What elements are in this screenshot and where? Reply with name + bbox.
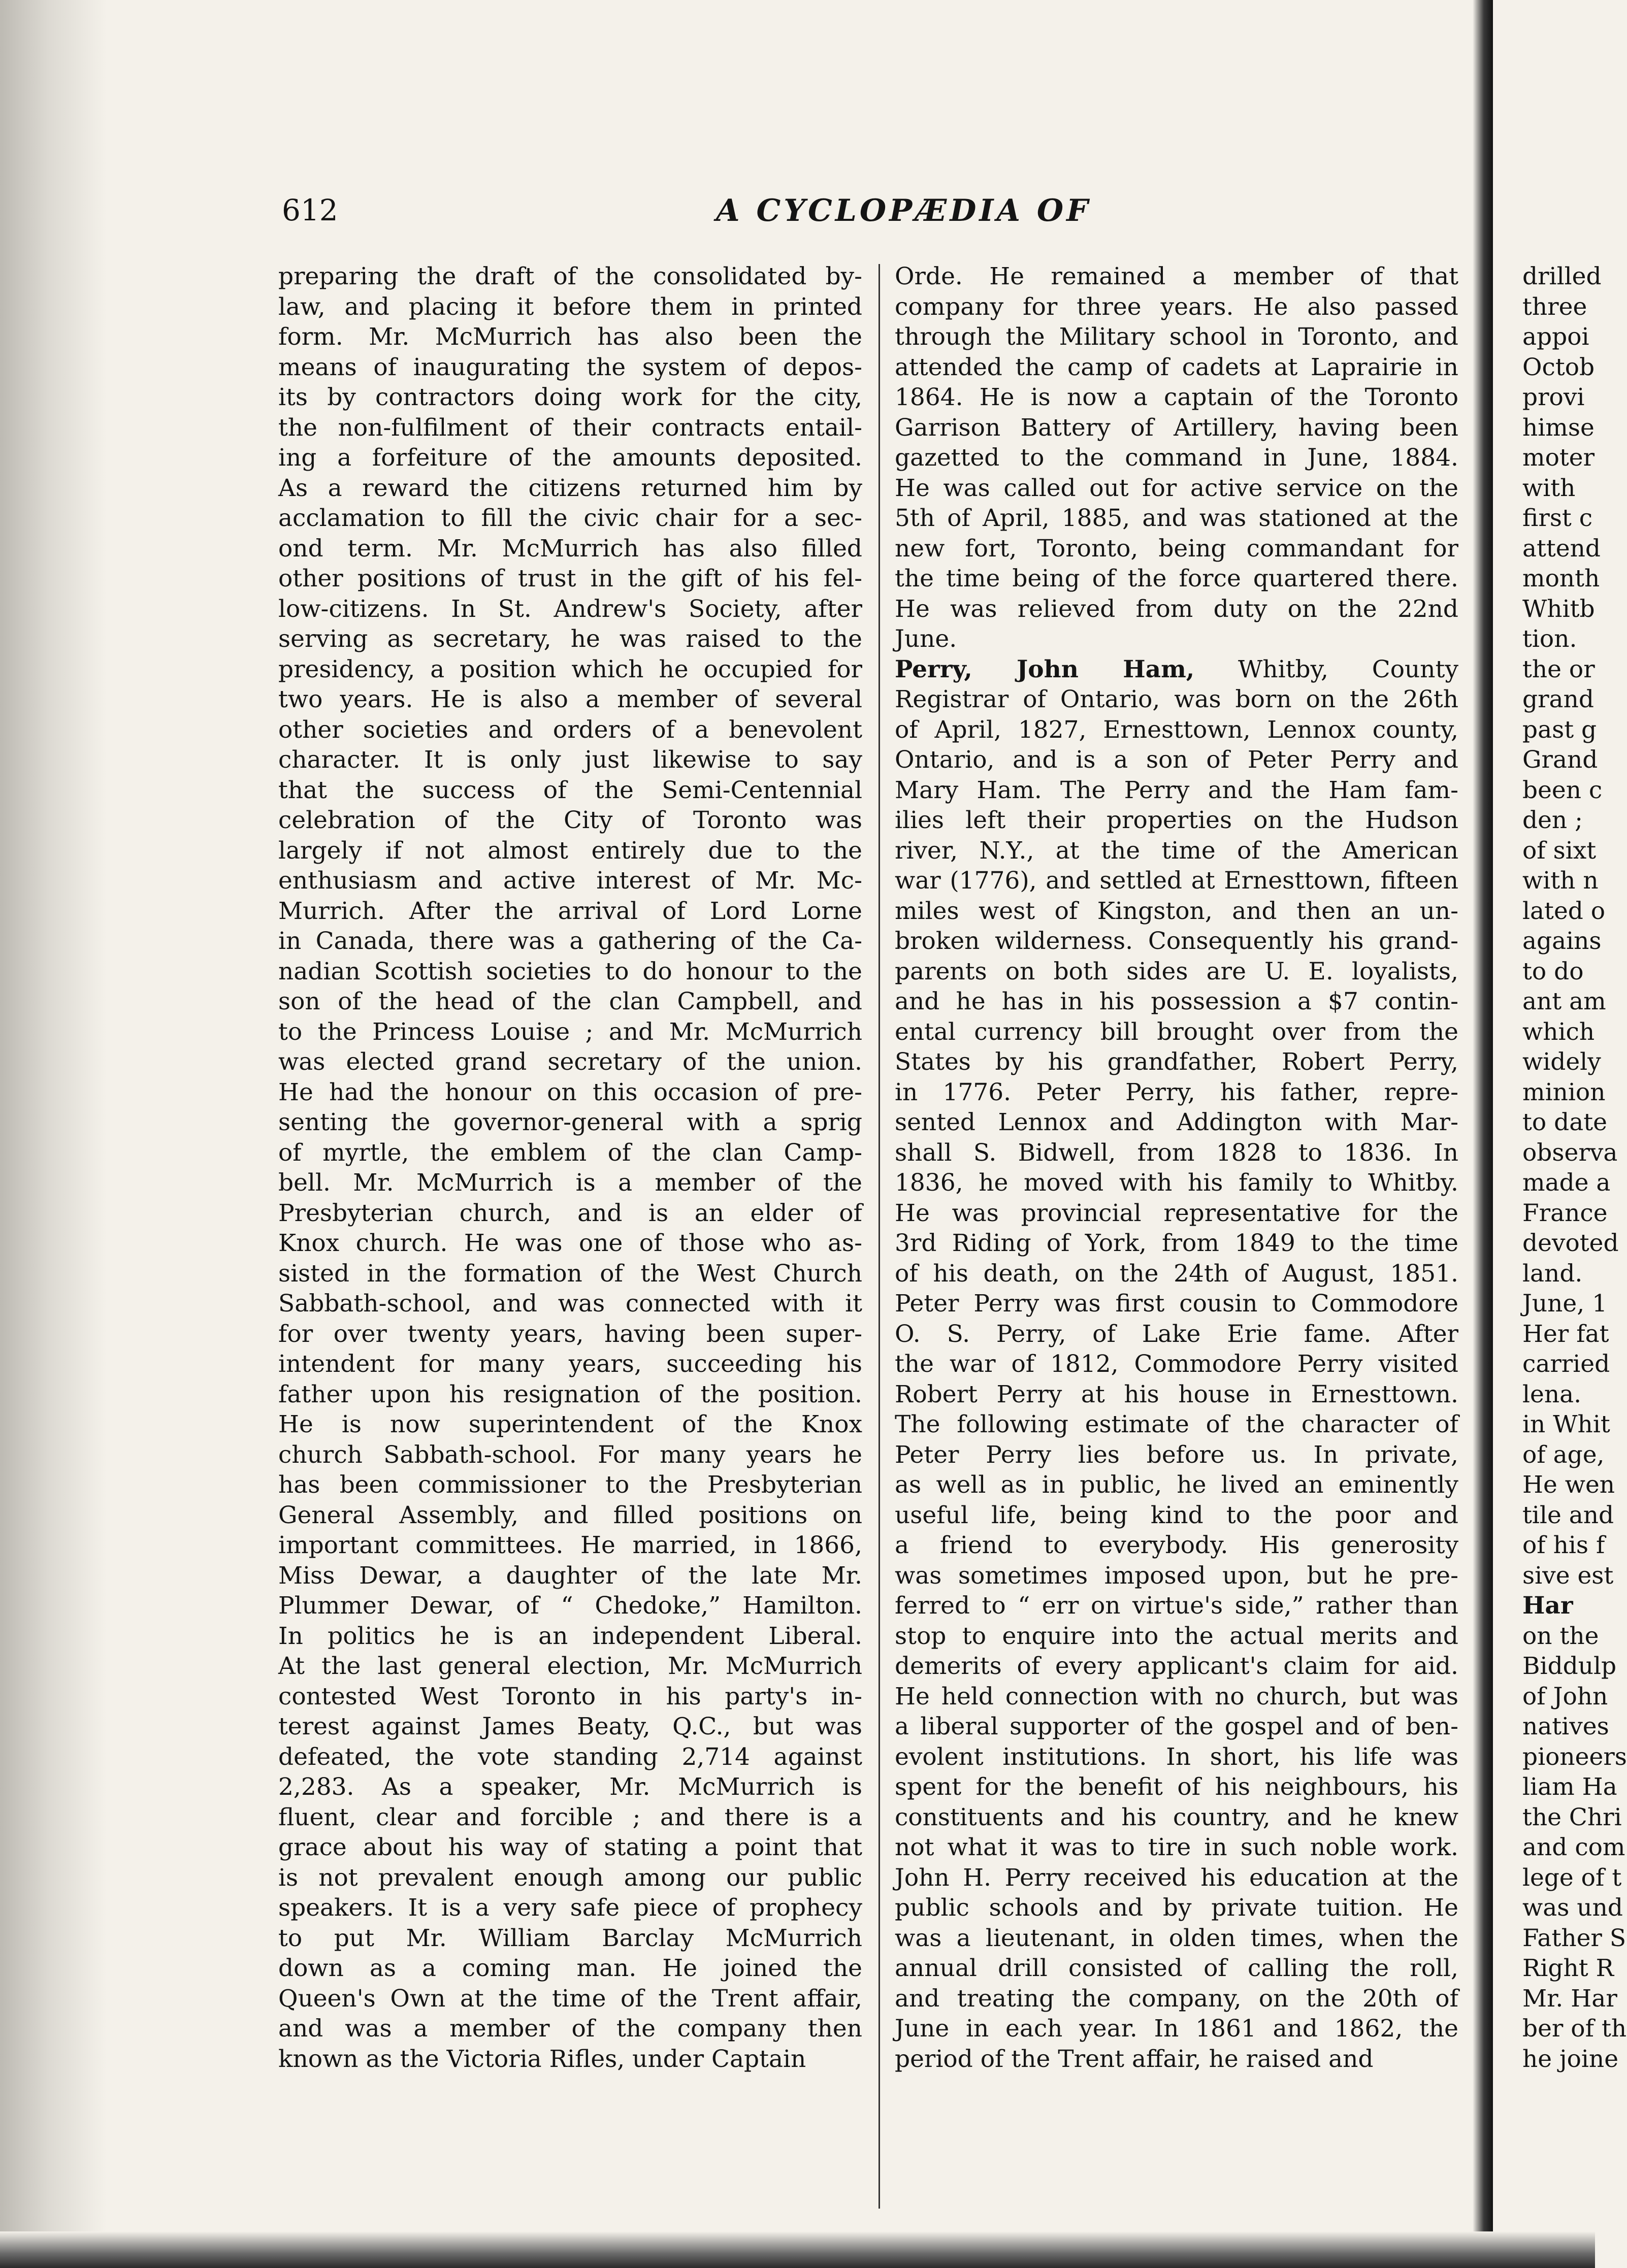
text-line: and was a member of the company then bbox=[278, 2015, 862, 2043]
text-line: appoi bbox=[1522, 323, 1589, 351]
text-line: speakers. It is a very safe piece of prophecy bbox=[278, 1894, 862, 1922]
text-line: Robert Perry at his house in Ernesttown. bbox=[895, 1380, 1458, 1408]
text-line: Mary Ham. The Perry and the Ham fam- bbox=[895, 776, 1458, 804]
text-line: Queen's Own at the time of the Trent affair, bbox=[278, 1984, 862, 2013]
text-line: means of inaugurating the system of depos- bbox=[278, 353, 862, 381]
text-line: ond term. Mr. McMurrich has also filled bbox=[278, 534, 862, 563]
text-line: 5th of April, 1885, and was stationed at the bbox=[895, 504, 1458, 532]
text-line: down as a coming man. He joined the bbox=[278, 1954, 862, 1982]
text-line: to the Princess Louise ; and Mr. McMurrich bbox=[278, 1017, 862, 1046]
text-line: Plummer Dewar, of “ Chedoke,” Hamilton. bbox=[278, 1592, 862, 1620]
text-line: sisted in the formation of the West Church bbox=[278, 1259, 862, 1288]
text-line: stop to enquire into the actual merits and bbox=[895, 1622, 1458, 1650]
binding-gutter bbox=[1473, 0, 1493, 2268]
text-line: defeated, the vote standing 2,714 against bbox=[278, 1743, 862, 1771]
text-line: was elected grand secretary of the union. bbox=[278, 1048, 862, 1076]
text-line: In politics he is an independent Liberal. bbox=[278, 1622, 862, 1650]
text-line: its by contractors doing work for the city, bbox=[278, 383, 862, 411]
text-line: war (1776), and settled at Ernesttown, fifteen bbox=[895, 867, 1458, 895]
text-line: At the last general election, Mr. McMurrich bbox=[278, 1652, 862, 1680]
text-line: He held connection with no church, but was bbox=[895, 1682, 1458, 1711]
text-line: lated o bbox=[1522, 897, 1606, 925]
text-line: June in each year. In 1861 and 1862, the bbox=[895, 2015, 1458, 2043]
text-line: contested West Toronto in his party's in- bbox=[278, 1682, 862, 1711]
text-line: he joine bbox=[1522, 2045, 1619, 2073]
text-line: liam Ha bbox=[1522, 1773, 1617, 1801]
running-title: A CYCLOPÆDIA OF bbox=[716, 193, 1091, 228]
text-line: agains bbox=[1522, 927, 1602, 955]
text-line: Mr. Har bbox=[1522, 1984, 1617, 2013]
text-line: John H. Perry received his education at the bbox=[895, 1863, 1458, 1892]
text-line: observa bbox=[1522, 1138, 1618, 1167]
text-line: pioneers bbox=[1522, 1743, 1627, 1771]
text-line: lena. bbox=[1522, 1380, 1582, 1408]
text-line: first c bbox=[1522, 504, 1593, 532]
text-line: 1836, he moved with his family to Whitby. bbox=[895, 1169, 1458, 1197]
text-line: of John bbox=[1522, 1682, 1608, 1711]
left-column bbox=[278, 261, 862, 2074]
text-line: and com bbox=[1522, 1833, 1625, 1861]
text-line: Biddulp bbox=[1522, 1652, 1617, 1680]
text-line: attended the camp of cadets at Laprairie in bbox=[895, 353, 1458, 381]
text-line: three bbox=[1522, 292, 1587, 321]
column-divider bbox=[878, 264, 880, 2209]
text-line: France bbox=[1522, 1199, 1608, 1227]
text-line: Sabbath-school, and was connected with it bbox=[278, 1290, 862, 1318]
text-line: attend bbox=[1522, 534, 1601, 563]
text-line: constituents and his country, and he knew bbox=[895, 1803, 1458, 1831]
text-line: nadian Scottish societies to do honour to the bbox=[278, 957, 862, 985]
text-line: the war of 1812, Commodore Perry visited bbox=[895, 1350, 1458, 1378]
text-line: tile and bbox=[1522, 1501, 1614, 1529]
text-line: that the success of the Semi-Centennial bbox=[278, 776, 862, 804]
text-line: a friend to everybody. His generosity bbox=[895, 1531, 1458, 1559]
text-line: was sometimes imposed upon, but he pre- bbox=[895, 1561, 1458, 1590]
text-line: ber of th bbox=[1522, 2015, 1627, 2043]
text-line: low-citizens. In St. Andrew's Society, after bbox=[278, 595, 862, 623]
text-line: made a bbox=[1522, 1169, 1611, 1197]
text-line: company for three years. He also passed bbox=[895, 292, 1458, 321]
text-line: son of the head of the clan Campbell, and bbox=[278, 988, 862, 1015]
text-line: moter bbox=[1522, 444, 1595, 472]
text-line: ental currency bill brought over from the bbox=[895, 1017, 1458, 1046]
text-line: fluent, clear and forcible ; and there is a bbox=[278, 1803, 862, 1831]
text-line: of myrtle, the emblem of the clan Camp- bbox=[278, 1138, 862, 1167]
text-line: gazetted to the command in June, 1884. bbox=[895, 444, 1458, 472]
text-line: father upon his resignation of the position. bbox=[278, 1380, 862, 1408]
text-line: for over twenty years, having been super- bbox=[278, 1320, 862, 1348]
text-line: shall S. Bidwell, from 1828 to 1836. In bbox=[895, 1138, 1458, 1167]
text-line: Ontario, and is a son of Peter Perry and bbox=[895, 746, 1458, 774]
text-line: Orde. He remained a member of that bbox=[895, 262, 1458, 290]
text-line: spent for the benefit of his neighbours, his bbox=[895, 1773, 1458, 1801]
text-line: month bbox=[1522, 565, 1600, 593]
text-line: Octob bbox=[1522, 353, 1595, 381]
text-line: to put Mr. William Barclay McMurrich bbox=[278, 1924, 862, 1952]
text-line: The following estimate of the character of bbox=[895, 1410, 1458, 1438]
text-line: of age, bbox=[1522, 1440, 1605, 1469]
text-line: in 1776. Peter Perry, his father, repre- bbox=[895, 1078, 1458, 1106]
text-line: Registrar of Ontario, was born on the 26th bbox=[895, 685, 1458, 713]
text-line: to date bbox=[1522, 1108, 1607, 1136]
text-line: drilled bbox=[1522, 262, 1602, 290]
page-number: 612 bbox=[282, 193, 338, 227]
text-line: serving as secretary, he was raised to the bbox=[278, 625, 862, 653]
text-line: Knox church. He was one of those who as- bbox=[278, 1229, 862, 1257]
text-line: the or bbox=[1522, 655, 1595, 683]
text-line: tion. bbox=[1522, 625, 1577, 653]
text-line: Har bbox=[1522, 1592, 1573, 1620]
text-line: known as the Victoria Rifles, under Captain bbox=[278, 2045, 806, 2073]
text-line: a liberal supporter of the gospel and of ben- bbox=[895, 1713, 1458, 1740]
text-line: on the bbox=[1522, 1622, 1599, 1650]
text-line: lege of t bbox=[1522, 1863, 1622, 1892]
text-line: demerits of every applicant's claim for aid. bbox=[895, 1652, 1458, 1680]
text-line: not what it was to tire in such noble work. bbox=[895, 1833, 1458, 1861]
text-line: past g bbox=[1522, 715, 1597, 744]
text-line: 3rd Riding of York, from 1849 to the time bbox=[895, 1229, 1458, 1257]
text-line: in Whit bbox=[1522, 1410, 1610, 1438]
text-line: been c bbox=[1522, 776, 1603, 804]
text-line: ilies left their properties on the Hudson bbox=[895, 806, 1458, 834]
right-column-fragment bbox=[1522, 261, 1627, 2074]
text-line: himse bbox=[1522, 413, 1595, 442]
text-line: Whitb bbox=[1522, 595, 1595, 623]
text-line: other societies and orders of a benevolent bbox=[278, 715, 862, 744]
text-line: of sixt bbox=[1522, 836, 1597, 865]
text-line: Peter Perry lies before us. In private, bbox=[895, 1440, 1458, 1469]
text-line: He is now superintendent of the Knox bbox=[278, 1410, 862, 1438]
text-line: den ; bbox=[1522, 806, 1583, 834]
text-line: character. It is only just likewise to say bbox=[278, 746, 862, 774]
text-line: miles west of Kingston, and then an un- bbox=[895, 897, 1458, 925]
text-line: acclamation to fill the civic chair for a sec- bbox=[278, 504, 862, 532]
text-line: Presbyterian church, and is an elder of bbox=[278, 1199, 862, 1227]
text-line: Garrison Battery of Artillery, having been bbox=[895, 413, 1458, 442]
text-line: sented Lennox and Addington with Mar- bbox=[895, 1108, 1458, 1136]
text-line: natives bbox=[1522, 1713, 1609, 1740]
text-line: 1864. He is now a captain of the Toronto bbox=[895, 383, 1458, 411]
text-line: is not prevalent enough among our public bbox=[278, 1863, 862, 1892]
bottom-edge-shadow bbox=[0, 2231, 1595, 2268]
text-line: bell. Mr. McMurrich is a member of the bbox=[278, 1169, 862, 1197]
text-line: law, and placing it before them in printed bbox=[278, 292, 862, 321]
text-line: the non-fulfilment of their contracts entail- bbox=[278, 413, 862, 442]
text-line: land. bbox=[1522, 1259, 1583, 1288]
text-line: preparing the draft of the consolidated by- bbox=[278, 262, 862, 290]
text-line: with n bbox=[1522, 867, 1599, 895]
text-line: of his f bbox=[1522, 1531, 1605, 1559]
text-line: Miss Dewar, a daughter of the late Mr. bbox=[278, 1561, 862, 1590]
text-line: important committees. He married, in 1866, bbox=[278, 1531, 862, 1559]
text-line: presidency, a position which he occupied for bbox=[278, 655, 862, 683]
text-line: As a reward the citizens returned him by bbox=[278, 474, 862, 502]
text-line: ant am bbox=[1522, 988, 1606, 1015]
text-line: Murrich. After the arrival of Lord Lorne bbox=[278, 897, 862, 925]
text-line: Grand bbox=[1522, 746, 1598, 774]
page-edge-shadow bbox=[0, 0, 107, 2268]
text-line: in Canada, there was a gathering of the Ca- bbox=[278, 927, 862, 955]
text-line: was und bbox=[1522, 1894, 1623, 1922]
text-line: provi bbox=[1522, 383, 1585, 411]
text-line: river, N.Y., at the time of the American bbox=[895, 836, 1458, 865]
text-line: ferred to “ err on virtue's side,” rather than bbox=[895, 1592, 1458, 1620]
text-line: of April, 1827, Ernesttown, Lennox county, bbox=[895, 715, 1458, 744]
text-line: two years. He is also a member of several bbox=[278, 685, 862, 713]
text-line: enthusiasm and active interest of Mr. Mc- bbox=[278, 867, 862, 895]
entry-heading: Perry, John Ham, bbox=[895, 655, 1195, 683]
text-line: useful life, being kind to the poor and bbox=[895, 1501, 1458, 1529]
text-line: widely bbox=[1522, 1048, 1601, 1076]
text-line: intendent for many years, succeeding his bbox=[278, 1350, 862, 1378]
text-line: 2,283. As a speaker, Mr. McMurrich is bbox=[278, 1773, 862, 1801]
text-line: Her fat bbox=[1522, 1320, 1609, 1348]
text-line: annual drill consisted of calling the roll, bbox=[895, 1954, 1458, 1982]
text-line: as well as in public, he lived an eminently bbox=[895, 1471, 1458, 1499]
text-line: of his death, on the 24th of August, 1851. bbox=[895, 1259, 1458, 1288]
text-line: He was provincial representative for the bbox=[895, 1199, 1458, 1227]
text-line: through the Military school in Toronto, and bbox=[895, 323, 1458, 351]
text-line: church Sabbath-school. For many years he bbox=[278, 1440, 862, 1469]
text-line: broken wilderness. Consequently his grand- bbox=[895, 927, 1458, 955]
text-line: period of the Trent affair, he raised and bbox=[895, 2045, 1374, 2073]
text-line: He was relieved from duty on the 22nd bbox=[895, 595, 1458, 623]
text-line: ing a forfeiture of the amounts deposited. bbox=[278, 444, 862, 472]
text-line: June, 1 bbox=[1522, 1290, 1607, 1318]
text-line: minion bbox=[1522, 1078, 1606, 1106]
text-line: celebration of the City of Toronto was bbox=[278, 806, 862, 834]
text-line: Father S bbox=[1522, 1924, 1626, 1952]
text-line: June. bbox=[895, 625, 957, 653]
text-line: and he has in his possession a $7 contin- bbox=[895, 988, 1458, 1015]
text-line: public schools and by private tuition. He bbox=[895, 1894, 1458, 1922]
text-line: new fort, Toronto, being commandant for bbox=[895, 534, 1458, 563]
text-line: O. S. Perry, of Lake Erie fame. After bbox=[895, 1320, 1458, 1348]
text-line: grace about his way of stating a point that bbox=[278, 1833, 862, 1861]
text-line: He was called out for active service on the bbox=[895, 474, 1458, 502]
text-line: Peter Perry was first cousin to Commodore bbox=[895, 1290, 1458, 1318]
text-line: grand bbox=[1522, 685, 1594, 713]
text-line: Right R bbox=[1522, 1954, 1614, 1982]
text-line: with bbox=[1522, 474, 1576, 502]
text-line: the time being of the force quartered there. bbox=[895, 565, 1458, 593]
text-line: He wen bbox=[1522, 1471, 1615, 1499]
text-line: largely if not almost entirely due to the bbox=[278, 836, 862, 865]
middle-column bbox=[895, 261, 1458, 2074]
text-line: Perry, John Ham, Whitby, County bbox=[895, 655, 1458, 683]
text-line: He had the honour on this occasion of pre- bbox=[278, 1078, 862, 1106]
text-line: has been commissioner to the Presbyterian bbox=[278, 1471, 862, 1499]
text-line: terest against James Beaty, Q.C., but was bbox=[278, 1713, 862, 1740]
text-line: sive est bbox=[1522, 1561, 1614, 1590]
text-line: devoted bbox=[1522, 1229, 1619, 1257]
text-line: the Chri bbox=[1522, 1803, 1622, 1831]
text-line: other positions of trust in the gift of his fel- bbox=[278, 565, 862, 593]
text-line: carried bbox=[1522, 1350, 1610, 1378]
text-line: evolent institutions. In short, his life was bbox=[895, 1743, 1458, 1771]
text-line: senting the governor-general with a sprig bbox=[278, 1108, 862, 1136]
text-line: States by his grandfather, Robert Perry, bbox=[895, 1048, 1458, 1076]
text-line: which bbox=[1522, 1017, 1595, 1046]
text-line: form. Mr. McMurrich has also been the bbox=[278, 323, 862, 351]
text-line: and treating the company, on the 20th of bbox=[895, 1984, 1458, 2013]
text-line: was a lieutenant, in olden times, when the bbox=[895, 1924, 1458, 1952]
text-line: General Assembly, and filled positions on bbox=[278, 1501, 862, 1529]
text-line: parents on both sides are U. E. loyalists, bbox=[895, 957, 1458, 985]
text-line: to do bbox=[1522, 957, 1584, 985]
